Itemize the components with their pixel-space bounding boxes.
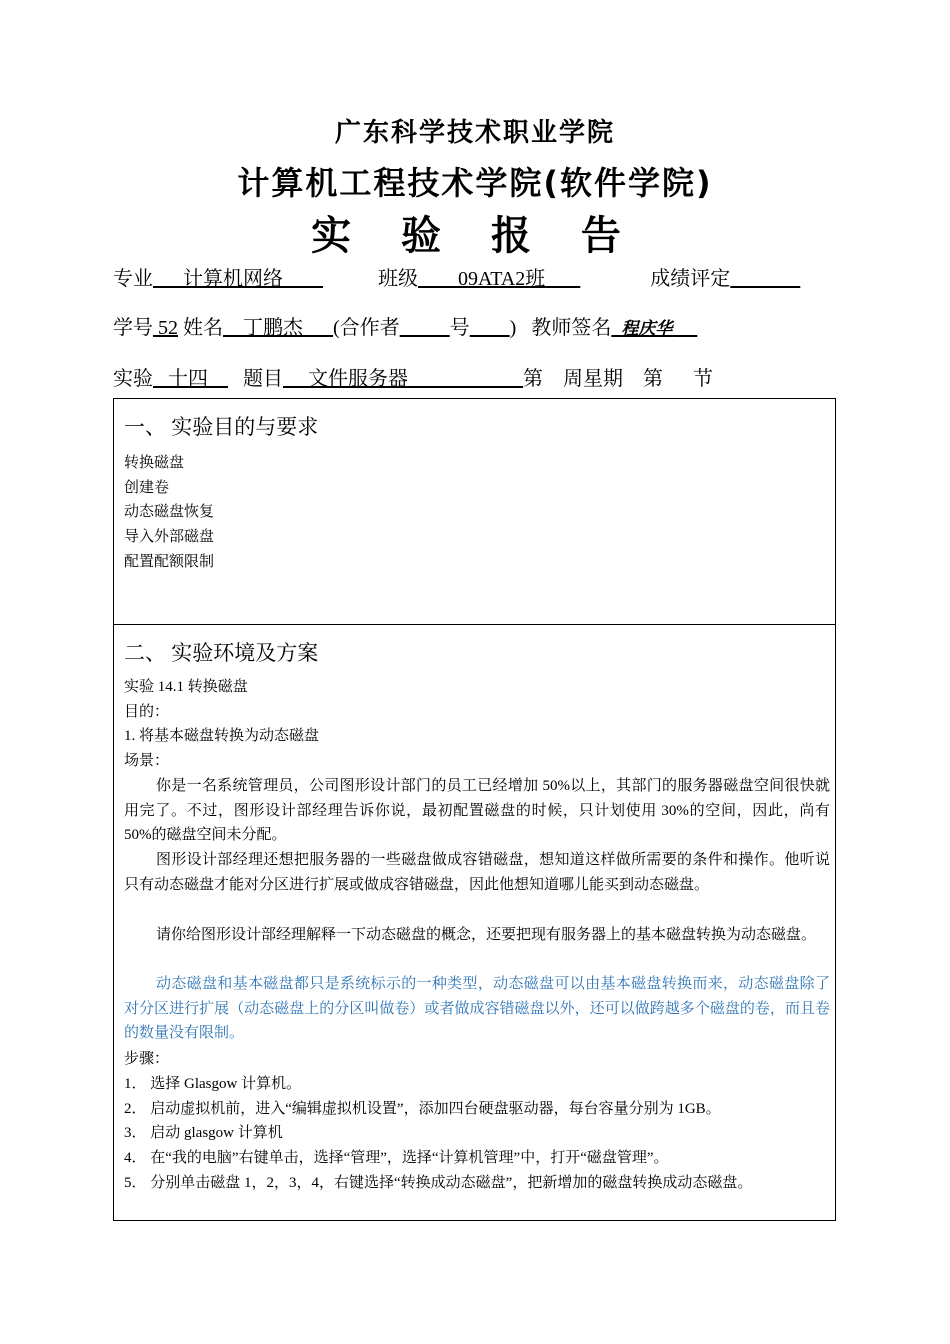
step-item: 2． 启动虚拟机前，进入“编辑虚拟机设置”，添加四台硬盘驱动器，每台容量分别为 1GB。 (124, 1101, 721, 1117)
grade-blank (730, 268, 800, 290)
school-title: 广东科学技术职业学院 (334, 118, 615, 148)
section2-heading: 二、 实验环境及方案 (124, 641, 319, 665)
scene-paragraph-3: 请你给图形设计部经理解释一下动态磁盘的概念，还要把现有服务器上的基本磁盘转换为动态磁盘。 (156, 927, 817, 943)
info-row-major (113, 262, 800, 291)
goal-label: 目的： (124, 704, 170, 720)
report-title: 实 验 报 告 (311, 213, 639, 259)
teacher-label: 教师签名 (531, 317, 612, 339)
exp-label: 实验 (113, 368, 153, 390)
step-item: 1． 选择 Glasgow 计算机。 (124, 1076, 302, 1092)
scene-paragraph-2: 图形设计部经理还想把服务器的一些磁盘做成容错磁盘，想知道这样做所需要的条件和操作。他听说只有动态磁盘才能对分区进行扩展或做成容错磁盘，因此他想知道哪儿能买到动态磁盘。 (124, 852, 830, 893)
scene-paragraph-1: 你是一名系统管理员，公司图形设计部门的员工已经增加 50%以上，其部门的服务器磁盘空间很快就用完了。不过，图形设计部经理告诉你说，最初配置磁盘的时候，只计划使用 30%的空间，因此，尚有 50%的磁盘空间未分配。 (124, 778, 830, 844)
answer-paragraph: 动态磁盘和基本磁盘都只是系统标示的一种类型，动态磁盘可以由基本磁盘转换而来，动态磁盘除了对分区进行扩展（动态磁盘上的分区叫做卷）或者做成容错磁盘以外，还可以做跨越多个磁盘的卷，而且卷的数量没有限制。 (124, 976, 830, 1042)
name-value: 丁鹏杰 (243, 317, 303, 339)
section1-heading: 一、 实验目的与要求 (124, 415, 319, 439)
list-item: 配置配额限制 (124, 554, 215, 570)
college-title: 计算机工程技术学院(软件学院) (237, 164, 713, 202)
info-row-experiment (113, 362, 713, 391)
week-label: 第 (523, 368, 543, 390)
class-value: 09ATA2班 (458, 268, 546, 290)
major-value: 计算机网络 (183, 268, 283, 290)
teacher-signature: 程庆华 (621, 319, 673, 338)
exp-value: 十四 (168, 368, 208, 390)
partner-no-label: 号 (449, 317, 470, 339)
list-item: 转换磁盘 (124, 455, 185, 471)
id-value: 52 (158, 317, 178, 339)
experiment-title: 实验 14.1 转换磁盘 (124, 679, 248, 695)
grade-label: 成绩评定 (650, 268, 731, 290)
goal-item: 1. 将基本磁盘转换为动态磁盘 (124, 728, 320, 744)
section-label: 第 (643, 368, 663, 390)
topic-value: 文件服务器 (308, 368, 408, 390)
id-label: 学号 (113, 317, 153, 339)
partner-blank (400, 317, 450, 339)
step-item: 5． 分别单击磁盘 1，2，3，4，右键选择“转换成动态磁盘”，把新增加的磁盘转换成动态磁盘。 (124, 1175, 753, 1191)
weekday-label: 周星期 (563, 368, 623, 390)
section-objectives (113, 398, 836, 625)
step-item: 4． 在“我的电脑”右键单击，选择“管理”，选择“计算机管理”中，打开“磁盘管理”。 (124, 1150, 669, 1166)
list-item: 导入外部磁盘 (124, 529, 215, 545)
scene-label: 场景： (124, 753, 170, 769)
topic-label: 题目 (243, 368, 283, 390)
step-item: 3． 启动 glasgow 计算机 (124, 1125, 283, 1141)
section-environment (113, 624, 836, 1221)
partner-label: (合作者 (333, 317, 400, 339)
steps-label: 步骤： (124, 1051, 170, 1067)
info-row-student (113, 311, 697, 340)
partner-no-blank (470, 317, 510, 339)
class-label: 班级 (378, 268, 418, 290)
list-item: 创建卷 (124, 480, 170, 496)
list-item: 动态磁盘恢复 (124, 504, 215, 520)
section-suffix: 节 (693, 368, 713, 390)
major-label: 专业 (113, 268, 153, 290)
partner-close: ) (509, 317, 517, 339)
name-label: 姓名 (183, 317, 223, 339)
